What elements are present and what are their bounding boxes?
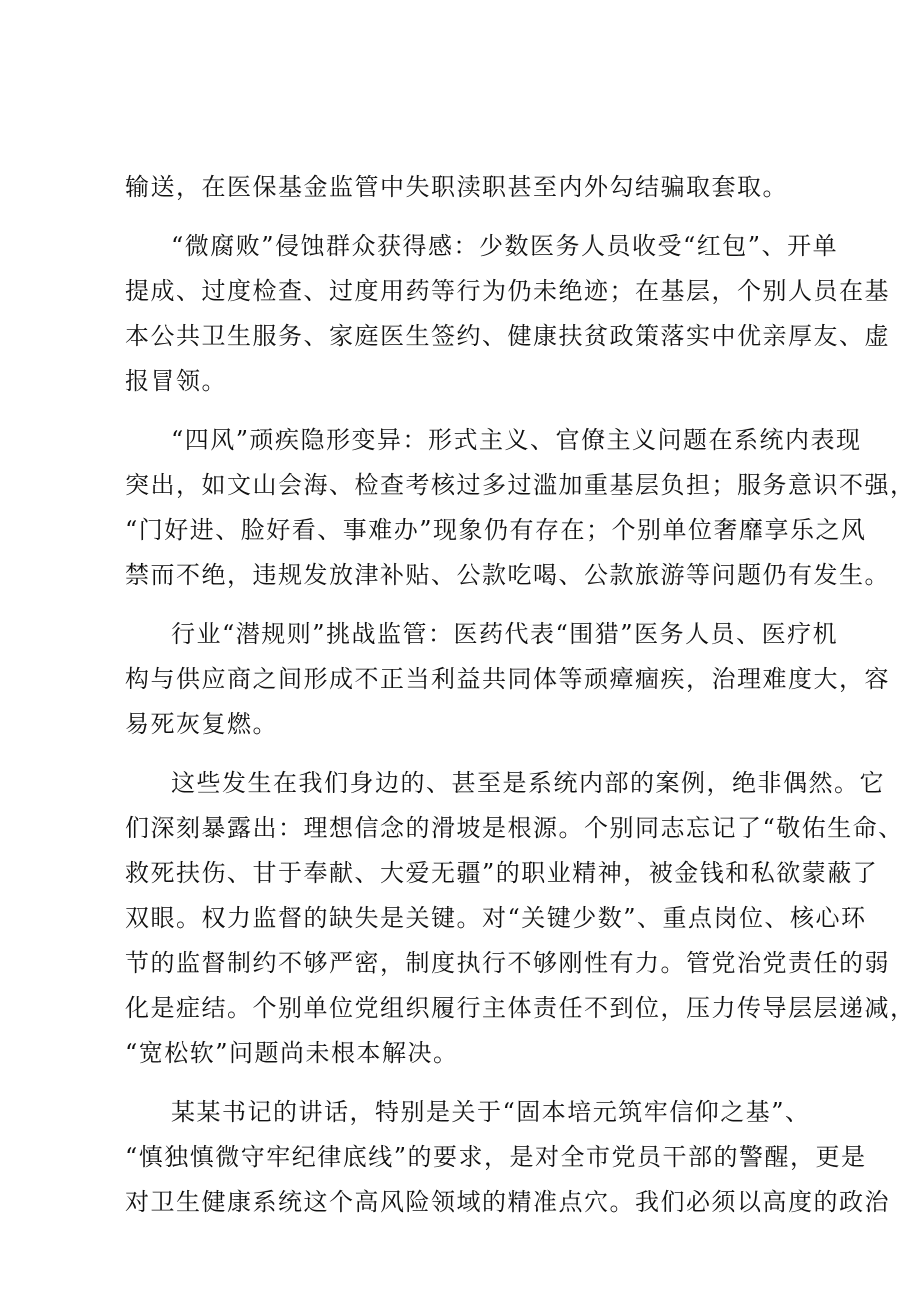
text-line: 双眼。权力监督的缺失是关键。对“关键少数”、重点岗位、核心环 [125, 904, 867, 932]
paragraph-gap [125, 598, 825, 612]
text-line: 这些发生在我们身边的、甚至是系统内部的案例，绝非偶然。它 [171, 769, 885, 797]
text-line: “微腐败”侵蚀群众获得感：少数医务人员收受“红包”、开单 [171, 232, 839, 260]
text-line: 某某书记的讲话，特别是关于“固本培元筑牢信仰之基”、 [171, 1098, 811, 1126]
text-line: 化是症结。个别单位党组织履行主体责任不到位，压力传导层层递减， [125, 994, 916, 1022]
text-line: 节的监督制约不够严密，制度执行不够刚性有力。管党治党责任的弱 [125, 949, 890, 977]
text-line: 本公共卫生服务、家庭医生签约、健康扶贫政策落实中优亲厚友、虚 [125, 322, 890, 350]
text-line: 提成、过度检查、过度用药等行为仍未绝迹；在基层，个别人员在基 [125, 277, 890, 305]
text-line: 对卫生健康系统这个高风险领域的精准点穴。我们必须以高度的政治 [125, 1188, 890, 1216]
text-line: 救死扶伤、甘于奉献、大爱无疆”的职业精神，被金钱和私欲蒙蔽了 [125, 859, 879, 887]
text-line: 突出，如文山会海、检查考核过多过滥加重基层负担；服务意识不强， [125, 471, 916, 499]
paragraph-gap [125, 747, 825, 761]
text-line: 构与供应商之间形成不正当利益共同体等顽瘴痼疾，治理难度大，容 [125, 665, 890, 693]
text-line: 易死灰复燃。 [125, 710, 278, 738]
text-line: “四风”顽疾隐形变异：形式主义、官僚主义问题在系统内表现 [171, 426, 862, 454]
paragraph-gap [125, 1076, 825, 1090]
body-text [125, 165, 916, 1225]
text-line: 们深刻暴露出：理想信念的滑坡是根源。个别同志忘记了“敬佑生命、 [125, 814, 904, 842]
text-line: 禁而不绝，违规发放津补贴、公款吃喝、公款旅游等问题仍有发生。 [125, 561, 890, 589]
text-line: 行业“潜规则”挑战监管：医药代表“围猎”医务人员、医疗机 [171, 620, 839, 648]
text-line: “宽松软”问题尚未根本解决。 [125, 1039, 459, 1067]
paragraph-gap [125, 404, 825, 418]
text-line: “门好进、脸好看、事难办”现象仍有存在；个别单位奢靡享乐之风 [125, 516, 867, 544]
paragraph-gap [125, 210, 825, 224]
text-line: “慎独慎微守牢纪律底线”的要求，是对全市党员干部的警醒，更是 [125, 1143, 867, 1171]
text-line: 报冒领。 [125, 367, 227, 395]
text-line: 输送，在医保基金监管中失职渎职甚至内外勾结骗取套取。 [125, 173, 788, 201]
